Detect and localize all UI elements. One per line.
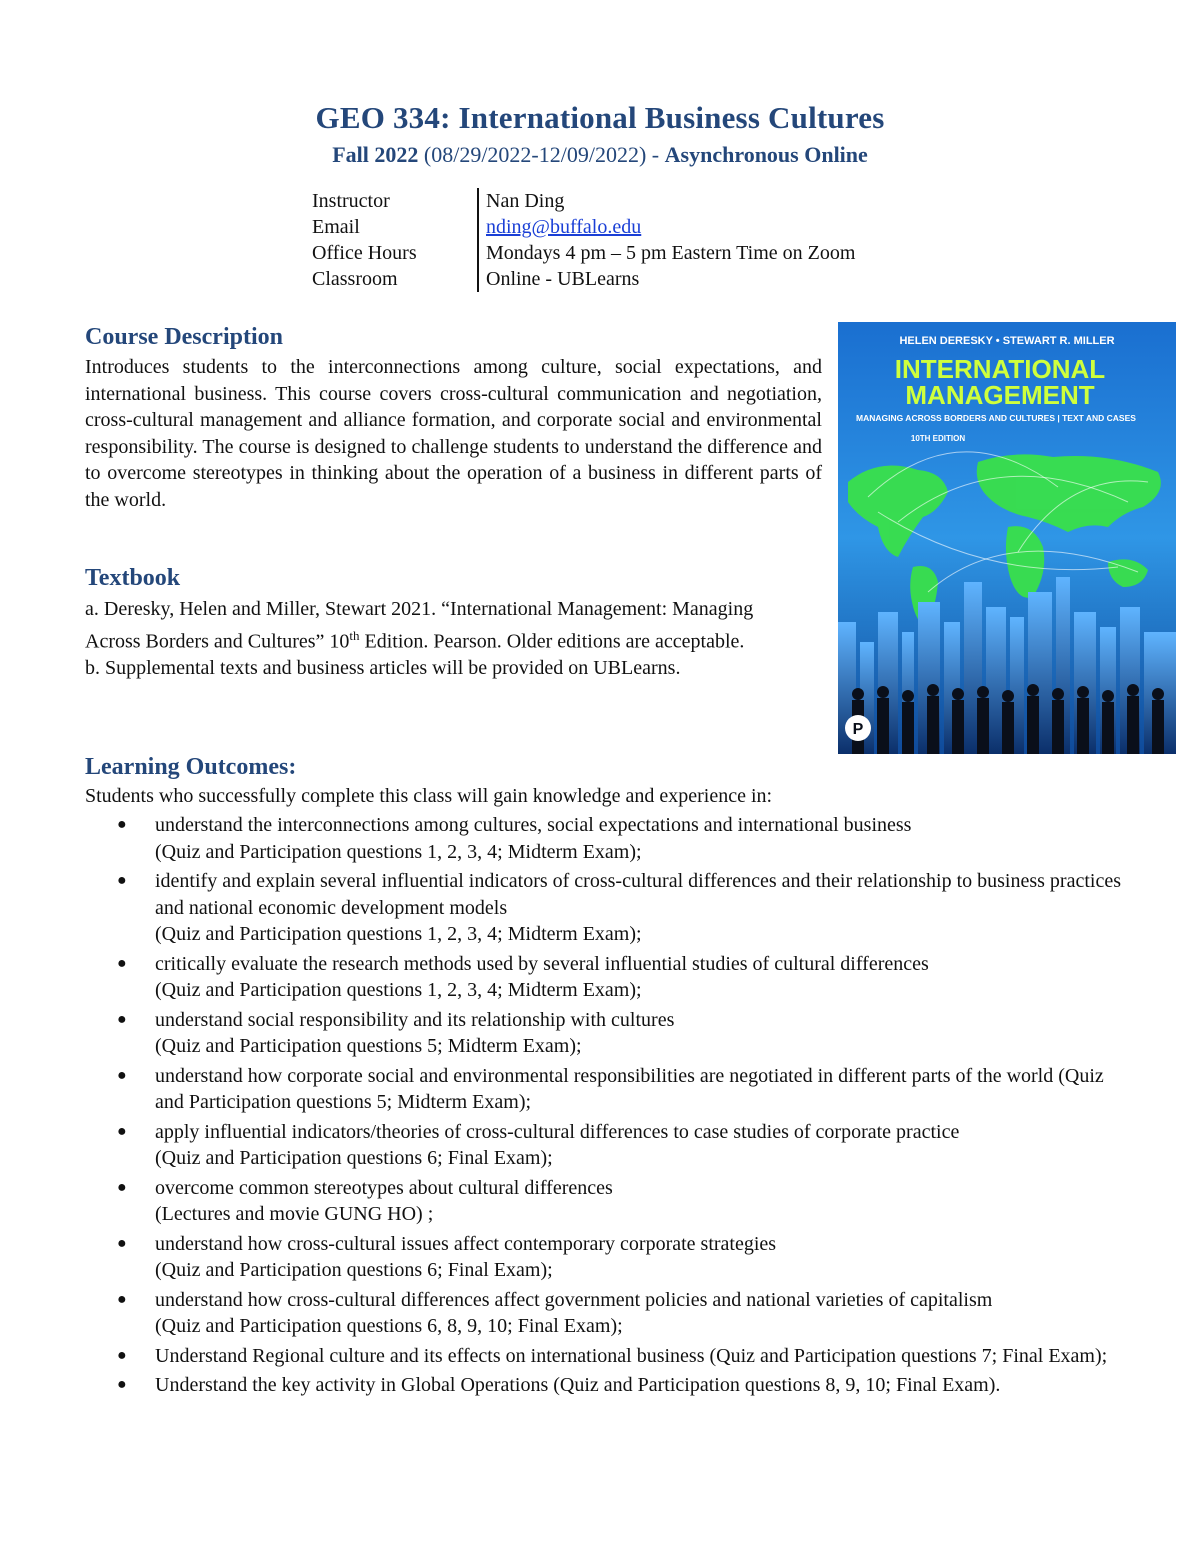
page-title: GEO 334: International Business Cultures [315,100,885,135]
info-key: Email [312,216,360,238]
learning-outcomes-intro: Students who successfully complete this class will gain knowledge and experience in: [85,785,773,807]
learning-outcomes-heading: Learning Outcomes: [85,754,297,780]
list-item: ● critically evaluate the research methods used by several influential studies of cultural differences (Quiz and Participation questions 1, 2, 3, 4; Midterm Exam); [117,952,929,1001]
info-row-office-hours [312,240,855,266]
bullet-icon: ● [117,1178,127,1196]
info-row-instructor [312,188,855,214]
course-info-table [312,188,855,292]
textbook-body [85,596,805,681]
info-value [477,214,641,240]
bullet-icon: ● [117,1010,127,1028]
list-item: ● apply influential indicators/theories of cross-cultural differences to case studies of corporate practice (Quiz and Participation questions 6; Final Exam); [117,1120,960,1169]
course-description-body: Introduces students to the interconnections among culture, social expectations, and international business. This course covers cross-cultural communication and negotiation, cross-cultural management and alliance formation, and corporate social and environmental responsibility. The course is designed to challenge students to understand the difference and to overcome stereotypes in thinking about the operation of a business in different parts of the world. [85,356,822,511]
bullet-icon: ● [117,1290,127,1308]
info-value: Online - UBLearns [477,266,639,292]
textbook-cover-image [838,322,1176,754]
bullet-icon: ● [117,1376,127,1393]
list-item: ● understand the interconnections among cultures, social expectations and international business (Quiz and Participation questions 1, 2, 3, 4; Midterm Exam); [117,814,912,863]
bullet-icon: ● [117,1122,127,1140]
bullet-icon: ● [117,1346,127,1364]
list-item: ● understand social responsibility and its relationship with cultures (Quiz and Participation questions 5; Midterm Exam); [117,1008,675,1057]
email-link[interactable]: nding@buffalo.edu [486,216,642,238]
info-row-email [312,214,855,240]
list-item: ● understand how cross-cultural differences affect government policies and national varieties of capitalism (Quiz and Participation questions 6, 8, 9, 10; Final Exam); [117,1288,993,1337]
list-item: ● Understand Regional culture and its effects on international business (Quiz and Participation questions 7; Final Exam); [85,1343,1135,1370]
bullet-icon: ● [117,1066,127,1084]
bullet-icon: ● [117,954,127,972]
list-item: ● identify and explain several influential indicators of cross-cultural differences and their relationship to business practices and national economic development models (Quiz and Participation questions 1, 2, 3, 4; Midterm Exam); [117,870,1121,945]
page-subtitle [0,142,1200,168]
cover-subtitle: MANAGING ACROSS BORDERS AND CULTURES | TEXT AND CASES [856,413,1136,423]
info-row-classroom [312,266,855,292]
cover-title-line2: MANAGEMENT [905,380,1095,410]
list-item: ● overcome common stereotypes about cultural differences (Lectures and movie GUNG HO) ; [117,1176,613,1225]
term-dates: (08/29/2022-12/09/2022) - [423,142,660,167]
info-key: Office Hours [312,242,417,264]
publisher-logo-letter: P [852,721,864,738]
cover-authors: HELEN DERESKY • STEWART R. MILLER [899,335,1115,347]
bullet-icon: ● [117,872,127,889]
bullet-icon: ● [117,816,127,833]
bullet-icon: ● [117,1234,127,1252]
list-item: ● Understand the key activity in Global Operations (Quiz and Participation questions 8, 9, 10; Final Exam). [85,1372,1135,1399]
course-mode: Asynchronous Online [664,142,868,167]
cover-title-line1: INTERNATIONAL [894,354,1106,384]
textbook-heading: Textbook [85,565,181,591]
term: Fall 2022 [332,142,419,167]
textbook-line-a: a. Deresky, Helen and Miller, Stewart 2021. “International Management: Managing Across Borders and Cultures” 10th Edition. Pearson. Older editions are acceptable. [85,598,754,653]
info-key: Instructor [312,190,390,212]
cover-art [838,322,1176,754]
info-value: Nan Ding [477,188,564,214]
course-description-heading: Course Description [85,324,283,350]
textbook-line-b: b. Supplemental texts and business articles will be provided on UBLearns. [85,656,681,679]
list-item: ● understand how corporate social and environmental responsibilities are negotiated in different parts of the world (Quiz and Participation questions 5; Midterm Exam); [117,1064,1104,1113]
cover-edition: 10TH EDITION [910,434,966,443]
info-key: Classroom [312,268,398,290]
list-item: ● understand how cross-cultural issues affect contemporary corporate strategies (Quiz and Participation questions 6; Final Exam); [117,1232,777,1281]
learning-outcomes-list [85,812,1135,1402]
info-value: Mondays 4 pm – 5 pm Eastern Time on Zoom [477,240,855,266]
